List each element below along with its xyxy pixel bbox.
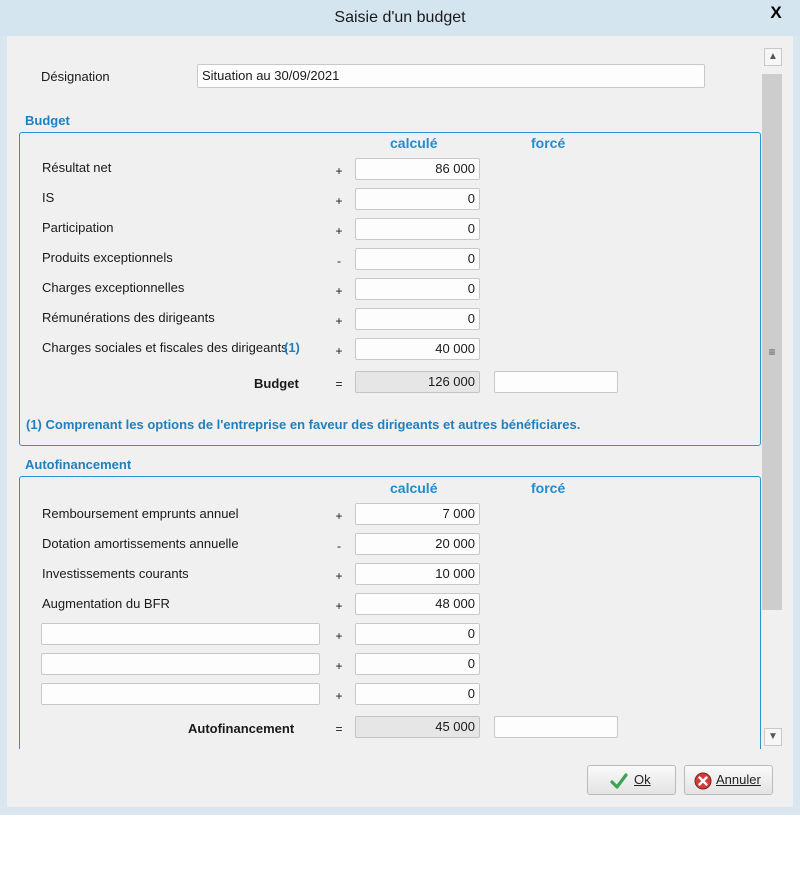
budget-row-input[interactable]: 0	[355, 218, 480, 240]
autofinancement-row-label: Remboursement emprunts annuel	[42, 506, 239, 521]
budget-row-op: +	[335, 224, 343, 238]
budget-row-op: +	[335, 344, 343, 358]
budget-section-title: Budget	[25, 113, 70, 128]
autofinancement-row-op: +	[335, 599, 343, 613]
scroll-up-icon[interactable]: ▲	[764, 48, 782, 66]
autofinancement-custom-input[interactable]: 0	[355, 683, 480, 705]
budget-col-computed: calculé	[390, 135, 438, 151]
budget-total-label: Budget	[254, 376, 299, 391]
budget-row-input[interactable]: 86 000	[355, 158, 480, 180]
autofinancement-row-label: Investissements courants	[42, 566, 189, 581]
autofinancement-custom-label-input[interactable]	[41, 683, 320, 705]
budget-row-ref: (1)	[284, 340, 300, 355]
form-content	[7, 36, 762, 749]
autofinancement-section-title: Autofinancement	[25, 457, 132, 472]
budget-row-op: +	[335, 194, 343, 208]
autofinancement-row-op: +	[335, 569, 343, 583]
ok-button-label: Ok	[634, 772, 651, 787]
autofinancement-row-input[interactable]: 48 000	[355, 593, 480, 615]
close-button[interactable]: X	[770, 3, 782, 22]
autofinancement-custom-input[interactable]: 0	[355, 653, 480, 675]
cancel-button-label: Annuler	[716, 772, 761, 787]
budget-footnote: (1) Comprenant les options de l'entreprise en faveur des dirigeants et autres bénéficiares.	[26, 417, 581, 432]
autofinancement-custom-input[interactable]: 0	[355, 623, 480, 645]
autofinancement-custom-label-input[interactable]	[41, 623, 320, 645]
budget-row-op: +	[335, 284, 343, 298]
autofinancement-row-label: Augmentation du BFR	[42, 596, 170, 611]
budget-row-label: Participation	[42, 220, 114, 235]
budget-row-op: +	[335, 164, 343, 178]
budget-row-input[interactable]: 0	[355, 188, 480, 210]
grip-icon: ≡	[768, 345, 776, 359]
budget-row-input[interactable]: 0	[355, 278, 480, 300]
budget-row-label: Rémunérations des dirigeants	[42, 310, 215, 325]
autofinancement-custom-op: +	[335, 629, 343, 643]
autofinancement-row-op: +	[335, 509, 343, 523]
budget-row-label: Résultat net	[42, 160, 112, 175]
budget-row-op: -	[337, 254, 341, 268]
autofinancement-row-input[interactable]: 10 000	[355, 563, 480, 585]
autofinancement-row-input[interactable]: 20 000	[355, 533, 480, 555]
designation-label: Désignation	[41, 69, 110, 84]
autofinancement-total-op: =	[335, 722, 343, 736]
budget-row-label: Charges sociales et fiscales des dirigeants	[42, 340, 288, 355]
autofinancement-custom-op: +	[335, 659, 343, 673]
budget-total-forced-input[interactable]	[494, 371, 618, 393]
autofinancement-row-label: Dotation amortissements annuelle	[42, 536, 239, 551]
autofinancement-custom-label-input[interactable]	[41, 653, 320, 675]
vertical-scrollbar[interactable]	[762, 46, 790, 748]
dialog-client-area	[7, 36, 793, 807]
budget-row-label: IS	[42, 190, 55, 205]
title-bar[interactable]	[0, 0, 800, 36]
cancel-button[interactable]	[684, 765, 773, 795]
budget-row-input[interactable]: 0	[355, 308, 480, 330]
budget-total-computed: 126 000	[355, 371, 480, 393]
budget-row-input[interactable]: 40 000	[355, 338, 480, 360]
autofinancement-col-forced: forcé	[531, 480, 566, 496]
scrollbar-thumb[interactable]	[762, 74, 782, 610]
cancel-icon	[694, 772, 712, 790]
budget-row-label: Produits exceptionnels	[42, 250, 173, 265]
window-title: Saisie d'un budget	[334, 9, 466, 26]
autofinancement-row-input[interactable]: 7 000	[355, 503, 480, 525]
budget-total-op: =	[335, 377, 343, 391]
designation-input[interactable]: Situation au 30/09/2021	[197, 64, 705, 88]
autofinancement-custom-op: +	[335, 689, 343, 703]
budget-row-input[interactable]: 0	[355, 248, 480, 270]
checkmark-icon	[610, 772, 628, 790]
autofinancement-row-op: -	[337, 539, 341, 553]
budget-row-op: +	[335, 314, 343, 328]
budget-row-label: Charges exceptionnelles	[42, 280, 185, 295]
autofinancement-total-forced-input[interactable]	[494, 716, 618, 738]
scroll-down-icon[interactable]: ▼	[764, 728, 782, 746]
autofinancement-total-label: Autofinancement	[188, 721, 295, 736]
ok-button[interactable]	[587, 765, 676, 795]
autofinancement-col-computed: calculé	[390, 480, 438, 496]
budget-col-forced: forcé	[531, 135, 566, 151]
autofinancement-total-computed: 45 000	[355, 716, 480, 738]
